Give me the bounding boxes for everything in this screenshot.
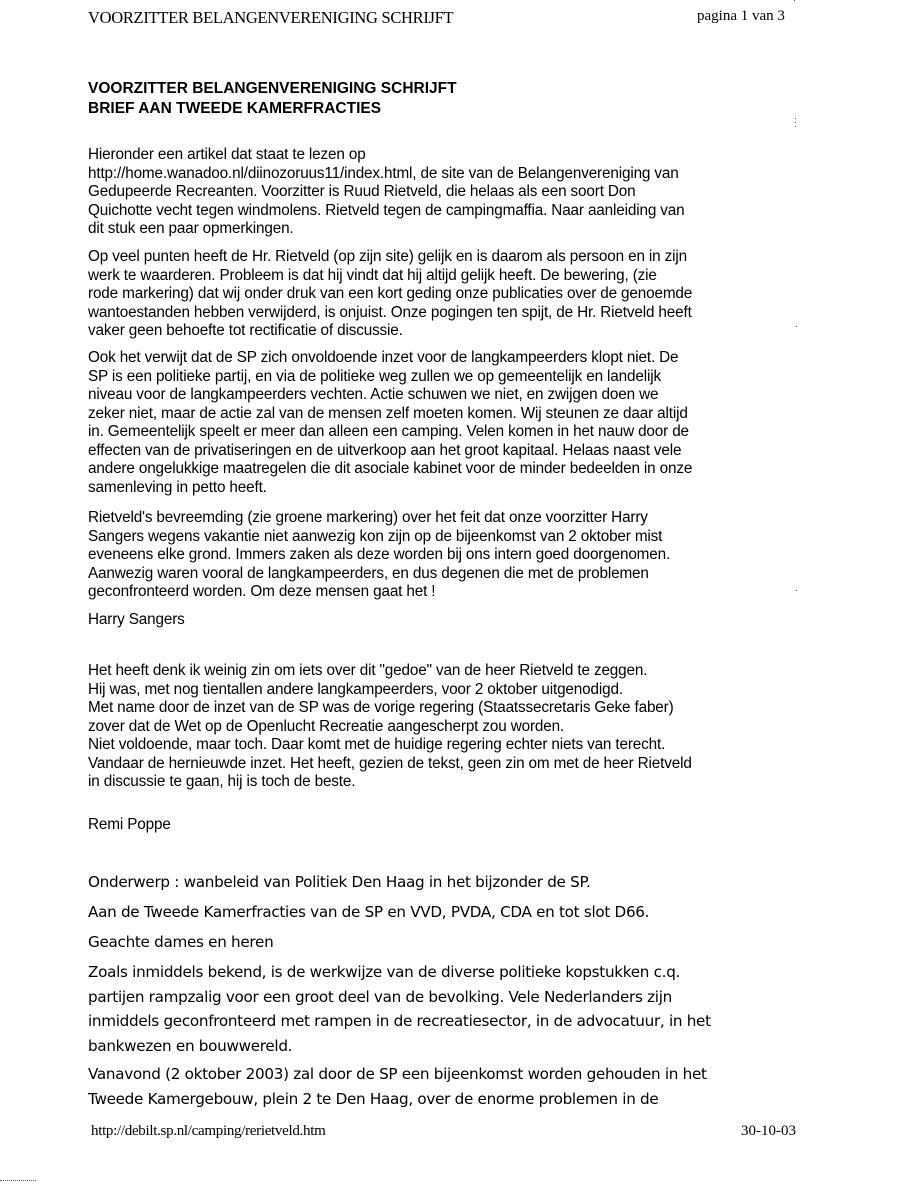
text-line: SP is een politieke partij, en via de politieke weg zullen we op gemeentelijk en landelijk [88,367,661,385]
text-line: zover dat de Wet op de Openlucht Recreatie aangescherpt zou worden. [88,717,565,735]
letter-subject [88,870,818,895]
text-line: effecten van de privatiseringen en de uitverkoop aan het groot kapitaal. Helaas naast vele [88,441,682,459]
letter-salutation [88,930,818,955]
signature-name: Harry Sangers [88,611,185,628]
scan-speck [794,0,795,1]
text-line: dit stuk een paar opmerkingen. [88,220,294,237]
text-line: geconfronteerd worden. Om deze mensen gaat het ! [88,583,436,600]
signature-harry-sangers [88,611,818,630]
text-line: vaker geen behoefte tot rectificatie of discussie. [88,322,403,339]
title-line-1: VOORZITTER BELANGENVERENIGING SCHRIJFT [88,80,457,97]
text-line: bankwezen en bouwwereld. [88,1036,293,1055]
text-line-with-url: http://home.wanadoo.nl/diinozoruus11/index.html, de site van de Belangenvereniging van [88,164,679,182]
scan-speck [796,326,797,327]
text-line: Vanavond (2 oktober 2003) zal door de SP een bijeenkomst worden gehouden in het [88,1065,707,1083]
article-paragraph-4 [88,509,818,602]
text-line: Tweede Kamergebouw, plein 2 te Den Haag, over de enorme problemen in de [88,1089,659,1108]
text-line: zeker niet, maar de actie zal van de mensen zelf moeten komen. Wij steunen ze daar altijd [88,404,688,422]
article-paragraph-2 [88,248,818,341]
text-line: werk te waarderen. Probleem is dat hij vindt dat hij altijd gelijk heeft. De bewering, (zie [88,266,657,284]
text-line: Ook het verwijt dat de SP zich onvoldoende inzet voor de langkampeerders klopt niet. De [88,349,679,366]
text-line: Quichotte vecht tegen windmolens. Rietveld tegen de campingmaffia. Naar aanleiding van [88,201,685,219]
article-paragraph-3 [88,349,818,497]
running-header-title: VOORZITTER BELANGENVERENIGING SCHRIJFT [88,8,454,27]
text-line: Op veel punten heeft de Hr. Rietveld (op zijn site) gelijk en is daarom als persoon en in zijn [88,248,687,265]
text-line: samenleving in petto heeft. [88,478,267,496]
text-line: Het heeft denk ik weinig zin om iets over dit "gedoe" van de heer Rietveld te zeggen. [88,662,648,679]
scan-speck [795,118,796,130]
text-line: niveau voor de langkampeerders vechten. Actie schuwen we niet, en zwijgen doen we [88,386,659,403]
salutation-line: Geachte dames en heren [88,933,274,951]
addressee-line: Aan de Tweede Kamerfracties van de SP en VVD, PVDA, CDA en tot slot D66. [88,903,650,921]
page-number: pagina 1 van 3 [697,8,785,24]
text-line: inmiddels geconfronteerd met rampen in de recreatiesector, in de advocatuur, in het [88,1012,711,1030]
text-line: rode markering) dat wij onder druk van een kort geding onze publicaties over de genoemde [88,285,693,302]
footer-source-url: http://debilt.sp.nl/camping/rerietveld.htm [91,1123,326,1139]
signature-name: Remi Poppe [88,816,171,833]
text-line: Aanwezig waren vooral de langkampeerders, en dus degenen die met de problemen [88,564,649,582]
text-line: Rietveld's bevreemding (zie groene markering) over het feit dat onze voorzitter Harry [88,509,648,526]
text-line: Zoals inmiddels bekend, is de werkwijze van de diverse politieke kopstukken c.q. [88,963,681,981]
scan-edge-dots [0,1180,36,1182]
text-line: wantoestanden hebben verwijderd, is onjuist. Onze pogingen ten spijt, de Hr. Rietveld heeft [88,303,692,321]
title-line-2: BRIEF AAN TWEEDE KAMERFRACTIES [88,100,382,117]
text-line: in. Gemeentelijk speelt er meer dan alleen een camping. Velen komen in het nauw door de [88,423,689,440]
signature-remi-poppe [88,816,818,835]
text-line: Hij was, met nog tientallen andere langkampeerders, voor 2 oktober uitgenodigd. [88,680,623,698]
text-line: Gedupeerde Recreanten. Voorzitter is Ruud Rietveld, die helaas als een soort Don [88,183,636,200]
scan-speck [796,590,797,591]
letter-paragraph-2 [88,1062,818,1111]
letter-paragraph-1 [88,960,818,1058]
text-line: andere ongelukkige maatregelen die dit asociale kabinet voor de minder bedeelden in onze [88,460,693,477]
text-line: Sangers wegens vakantie niet aanwezig kon zijn op de bijeenkomst van 2 oktober mist [88,527,663,545]
text-line: Met name door de inzet van de SP was de vorige regering (Staatssecretaris Geke faber) [88,699,674,716]
text-line: Vandaar de hernieuwde inzet. Het heeft, gezien de tekst, geen zin om met de heer Rietveld [88,754,692,772]
article-paragraph-1 [88,146,818,239]
text-line: Hieronder een artikel dat staat te lezen op [88,146,366,163]
text-line: in discussie te gaan, hij is toch de beste. [88,773,356,790]
article-paragraph-5 [88,662,818,792]
footer-print-date: 30-10-03 [741,1123,796,1139]
letter-addressee [88,900,818,925]
text-line: eveneens elke grond. Immers zaken als deze worden bij ons intern goed doorgenomen. [88,546,671,563]
subject-line: Onderwerp : wanbeleid van Politiek Den Haag in het bijzonder de SP. [88,873,591,891]
text-line: partijen rampzalig voor een groot deel van de bevolking. Vele Nederlanders zijn [88,987,672,1006]
document-title [88,79,457,119]
text-line: Niet voldoende, maar toch. Daar komt met de huidige regering echter niets van terecht. [88,736,666,753]
